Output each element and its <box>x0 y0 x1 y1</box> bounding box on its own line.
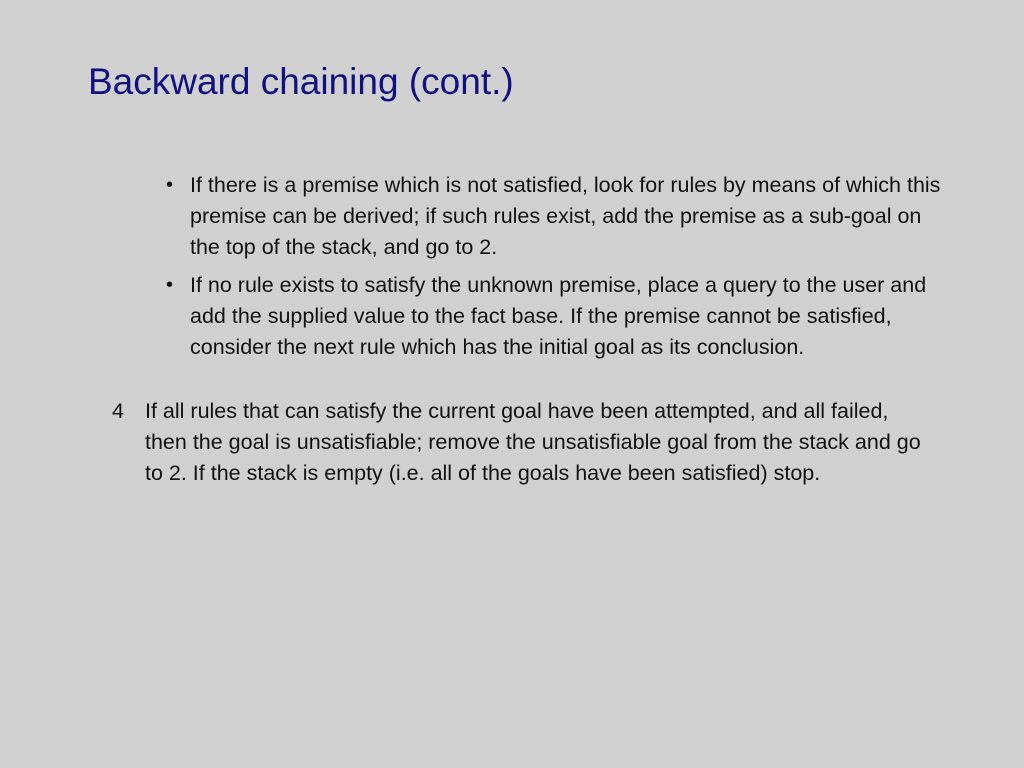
step-text: If all rules that can satisfy the current goal have been attempted, and all failed, then the goal is unsatisfiable; remove the unsatisfiable goal from the stack and go to 2. If the stack is empty (i.e. all of the goals have been satisfied) stop. <box>145 399 921 485</box>
sub-bullet-list <box>160 170 950 370</box>
bullet-icon: • <box>166 274 174 296</box>
sub-bullet-text: If there is a premise which is not satisfied, look for rules by means of which this premise can be derived; if such rules exist, add the premise as a sub-goal on the top of the stack, and go to 2. <box>190 173 941 259</box>
sub-bullet-text: If no rule exists to satisfy the unknown premise, place a query to the user and add the supplied value to the fact base. If the premise cannot be satisfied, consider the next rule which has the initial goal as its conclusion. <box>190 273 927 359</box>
sub-bullet-item <box>160 170 950 263</box>
step-item <box>112 396 932 489</box>
bullet-icon: • <box>166 174 174 196</box>
step-number: 4 <box>112 399 124 423</box>
sub-bullet-item <box>160 270 950 363</box>
slide-title: Backward chaining (cont.) <box>88 61 514 102</box>
